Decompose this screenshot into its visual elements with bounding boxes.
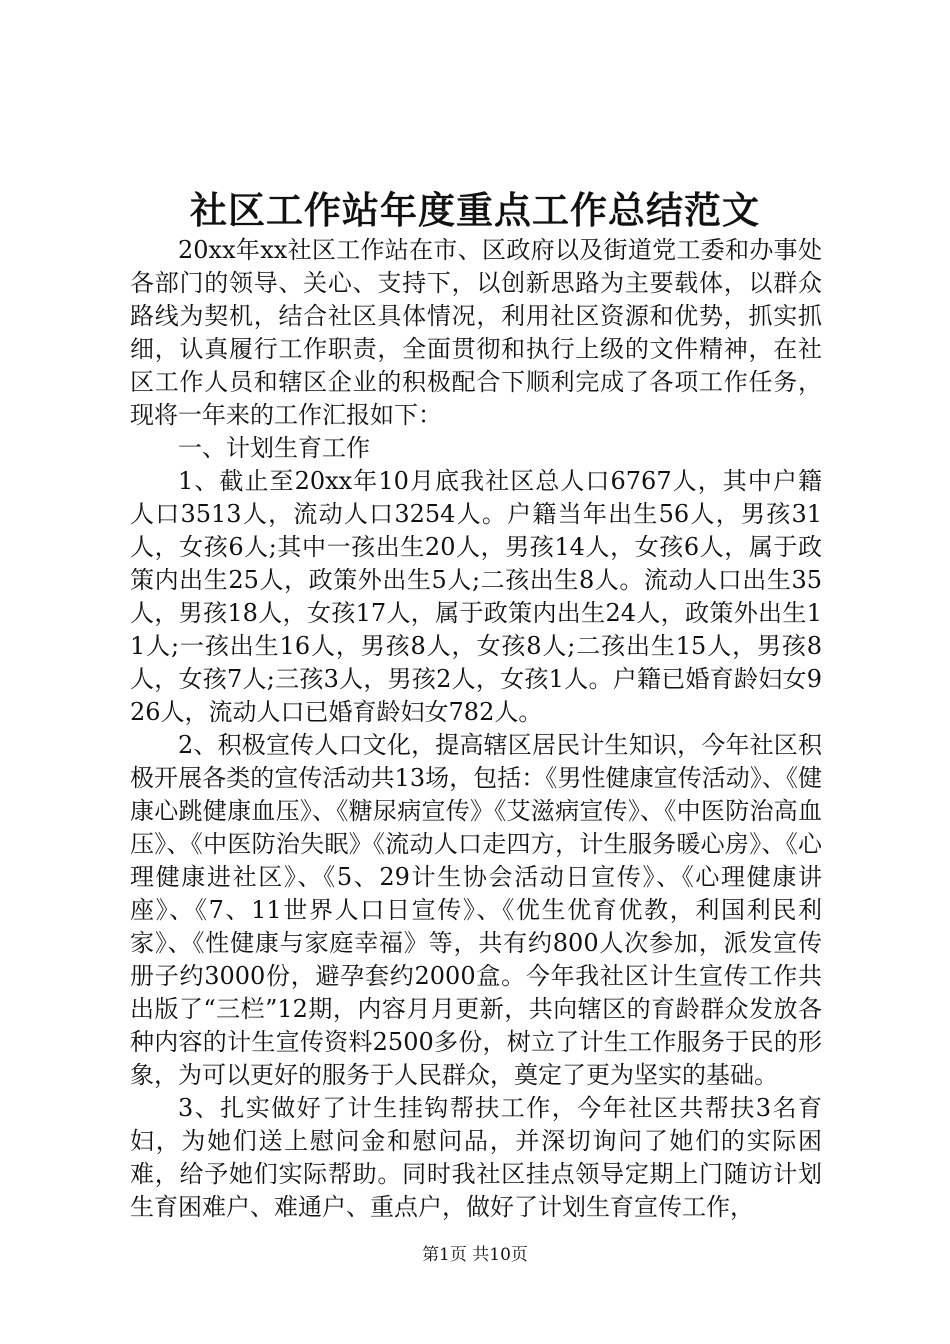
paragraph-assistance-work: 3、扎实做好了计生挂钩帮扶工作，今年社区共帮扶3名育妇，为她们送上慰问金和慰问品，并深切询问了她们的实际困难，给予她们实际帮助。同时我社区挂点领导定期上门随访计划生育困难户、难通户、重点户，做好了计划生育宣传工作， (130, 1094, 822, 1221)
document-title: 社区工作站年度重点工作总结范文 (190, 188, 760, 232)
document-body (130, 234, 822, 1224)
paragraph-publicity-activities: 2、积极宣传人口文化，提高辖区居民计生知识，今年社区积极开展各类的宣传活动共13场，包括：《男性健康宣传活动》、《健康心跳健康血压》、《糖尿病宣传》《艾滋病宣传》、《中医防治高血压》、《中医防治失眠》《流动人口走四方，计生服务暖心房》、《心理健康进社区》、《5、29计生协会活动日宣传》、《心理健康讲座》、《7、11世界人口日宣传》、《优生优育优教，利国利民利家》、《性健康与家庭幸福》等，共有约800人次参加，派发宣传册子约3000份，避孕套约2000盒。今年我社区计生宣传工作共出版了“三栏”12期，内容月月更新，共向辖区的育龄群众发放各种内容的计生宣传资料2500多份，树立了计生工作服务于民的形象，为可以更好的服务于人民群众，奠定了更为坚实的基础。 (130, 731, 822, 1089)
page-number-footer: 第1页 共10页 (422, 1245, 528, 1265)
intro-paragraph: 20xx年xx社区工作站在市、区政府以及街道党工委和办事处各部门的领导、关心、支持下，以创新思路为主要载体，以群众路线为契机，结合社区具体情况，利用社区资源和优势，抓实抓细，认真履行工作职责，全面贯彻和执行上级的文件精神，在社区工作人员和辖区企业的积极配合下顺利完成了各项工作任务，现将一年来的工作汇报如下： (130, 236, 822, 429)
section-heading-family-planning: 一、计划生育工作 (178, 434, 370, 462)
paragraph-population-statistics: 1、截止至20xx年10月底我社区总人口6767人，其中户籍人口3513人，流动人口3254人。户籍当年出生56人，男孩31人，女孩6人;其中一孩出生20人，男孩14人，女孩6人，属于政策内出生25人，政策外出生5人;二孩出生8人。流动人口出生35人，男孩18人，女孩17人，属于政策内出生24人，政策外出生11人;一孩出生16人，男孩8人，女孩8人;二孩出生15人，男孩8人，女孩7人;三孩3人，男孩2人，女孩1人。户籍已婚育龄妇女926人，流动人口已婚育龄妇女782人。 (130, 467, 822, 726)
